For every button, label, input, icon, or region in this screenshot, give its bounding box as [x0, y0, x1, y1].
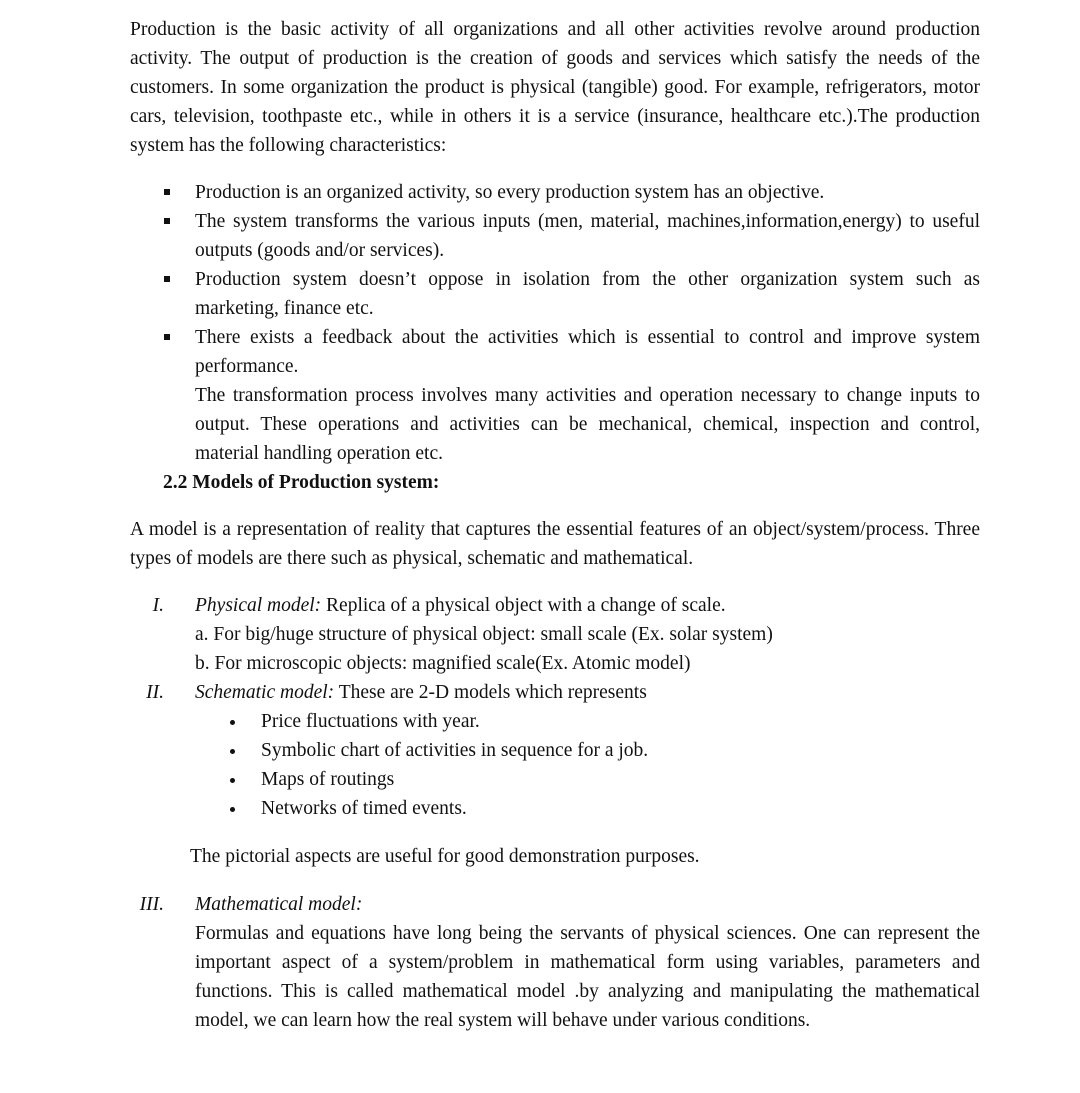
physical-model-desc: Replica of a physical object with a change of scale.	[321, 595, 726, 616]
square-bullet-icon	[164, 334, 170, 340]
roman-numeral: I.	[152, 595, 164, 616]
mathematical-model-desc: Formulas and equations have long being the servants of physical sciences. One can represent the important aspect of a system/problem in mathematical form using variables, parameters and functions. This is called mathematical model .by analyzing and manipulating the mathematical model, we can learn how the real system will behave under various conditions.	[195, 923, 980, 1031]
section-heading: 2.2 Models of Production system:	[163, 472, 440, 493]
list-item: Symbolic chart of activities in sequence for a job.	[261, 736, 980, 765]
physical-model-block	[130, 591, 980, 678]
transformation-paragraph: The transformation process involves many activities and operation necessary to change inputs to output. These operations and activities can be mechanical, chemical, inspection and control, material handling operation etc.	[195, 385, 980, 464]
bullet-dot-icon	[230, 778, 235, 783]
list-item: Production system doesn’t oppose in isolation from the other organization system such as marketing, finance etc.	[195, 265, 980, 323]
pictorial-note: The pictorial aspects are useful for good demonstration purposes.	[190, 846, 700, 867]
bullet-dot-icon	[230, 807, 235, 812]
model-intro-paragraph: A model is a representation of reality that captures the essential features of an object/system/process. Three types of models are there such as physical, schematic and mathematical.	[130, 519, 980, 569]
list-item: Price fluctuations with year.	[261, 707, 980, 736]
schematic-items-list	[195, 707, 980, 823]
bullet-dot-icon	[230, 749, 235, 754]
intro-paragraph: Production is the basic activity of all organizations and all other activities revolve around production activity. The output of production is the creation of goods and services which satisfy the needs of the customers. In some organization the product is physical (tangible) good. For example, refrigerators, motor cars, television, toothpaste etc., while in others it is a service (insurance, healthcare etc.).The production system has the following characteristics:	[130, 19, 980, 156]
mathematical-model-title: Mathematical model:	[195, 894, 363, 915]
square-bullet-icon	[164, 218, 170, 224]
list-item: The system transforms the various inputs (men, material, machines,information,energy) to useful outputs (goods and/or services).	[195, 207, 980, 265]
list-item: Networks of timed events.	[261, 794, 980, 823]
document-page	[130, 15, 980, 1035]
physical-model-title: Physical model:	[195, 595, 322, 616]
roman-numeral: II.	[146, 682, 164, 703]
schematic-model-desc: These are 2-D models which represents	[334, 682, 647, 703]
physical-model-a: a. For big/huge structure of physical object: small scale (Ex. solar system)	[195, 624, 773, 645]
list-item: Maps of routings	[261, 765, 980, 794]
physical-model-b: b. For microscopic objects: magnified scale(Ex. Atomic model)	[195, 653, 691, 674]
roman-numeral: III.	[139, 894, 164, 915]
bullet-dot-icon	[230, 720, 235, 725]
list-item: Production is an organized activity, so every production system has an objective.	[195, 178, 980, 207]
square-bullet-icon	[164, 189, 170, 195]
characteristics-list	[130, 178, 980, 381]
mathematical-model-block	[130, 890, 980, 1035]
schematic-model-block	[130, 678, 980, 823]
schematic-model-title: Schematic model:	[195, 682, 335, 703]
square-bullet-icon	[164, 276, 170, 282]
list-item: There exists a feedback about the activities which is essential to control and improve system performance.	[195, 323, 980, 381]
